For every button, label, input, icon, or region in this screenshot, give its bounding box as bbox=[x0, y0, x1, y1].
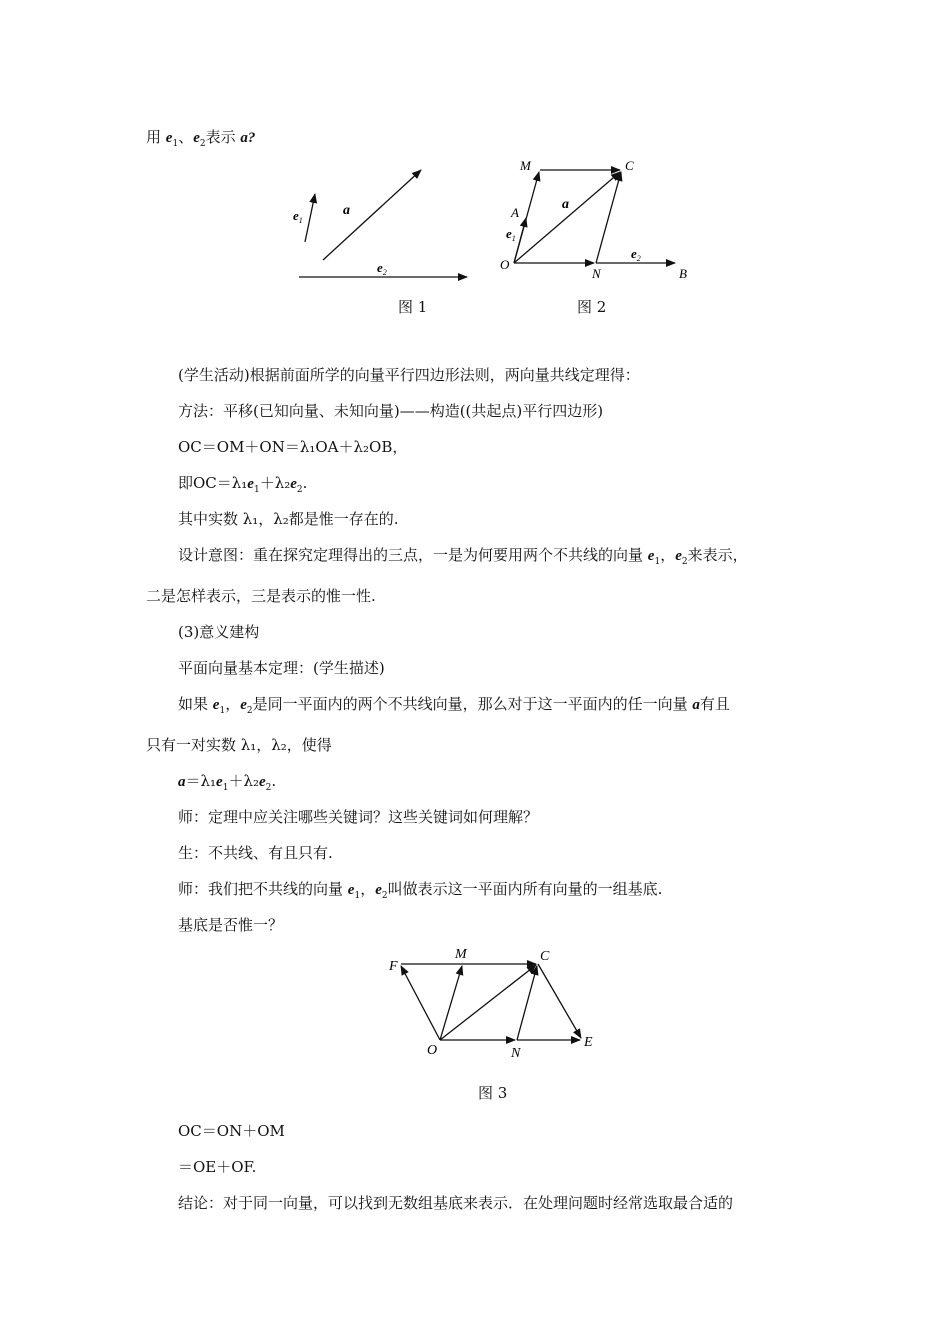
svg-text:M: M bbox=[455, 947, 467, 962]
theorem-statement-cont: 只有一对实数 λ₁，λ₂，使得 bbox=[146, 736, 332, 754]
svg-text:e1: $e_1$ bbox=[506, 226, 516, 243]
svg-text:N: N bbox=[511, 1046, 521, 1061]
basis-question: 基底是否惟一？ bbox=[178, 916, 284, 934]
svg-text:C: C bbox=[625, 158, 634, 173]
figure-3 bbox=[385, 942, 600, 1067]
svg-text:C: C bbox=[540, 949, 550, 964]
label-e2: $e_2$ bbox=[377, 260, 387, 277]
conclusion: 结论：对于同一向量，可以找到无数组基底来表示．在处理问题时经常选取最合适的 bbox=[178, 1194, 734, 1212]
formula-oc: OC＝OM＋ON＝λ₁OA＋λ₂OB， bbox=[178, 438, 408, 456]
paragraph-design-intent: 设计意图：重在探究定理得出的三点，一是为何要用两个不共线的向量 $e_1$，$e_2$来表示， bbox=[178, 546, 748, 567]
figure-3-caption: 图 3 bbox=[478, 1084, 508, 1102]
svg-text:a: a bbox=[562, 197, 569, 212]
vector-e1 bbox=[305, 194, 315, 242]
theorem-title: 平面向量基本定理：(学生描述) bbox=[178, 659, 385, 677]
paragraph-unique: 其中实数 λ₁，λ₂都是惟一存在的. bbox=[178, 510, 399, 528]
svg-text:A: A bbox=[511, 205, 519, 220]
figure-1-caption: 图 1 bbox=[398, 298, 428, 316]
theorem-statement: 如果 $e_1$，$e_2$是同一平面内的两个不共线向量，那么对于这一平面内的任一向量 a有且 bbox=[178, 695, 730, 716]
student-answer: 生：不共线、有且只有. bbox=[178, 844, 333, 862]
figure-1 bbox=[285, 160, 475, 290]
formula-a: $a=\lambda_1e_1+\lambda_2e_2$. bbox=[178, 772, 277, 793]
paragraph-student-activity: (学生活动)根据前面所学的向量平行四边形法则，两向量共线定理得： bbox=[178, 366, 640, 384]
vector-a bbox=[323, 170, 421, 260]
intro-line: 用 $e_1$、$e_2$表示 a? bbox=[146, 128, 256, 149]
svg-text:O: O bbox=[500, 257, 510, 272]
svg-text:M: M bbox=[520, 158, 531, 173]
teacher-basis: 师：我们把不共线的向量 $e_1$，$e_2$叫做表示这一平面内所有向量的一组基底. bbox=[178, 880, 663, 901]
formula-oe-of: ＝OE＋OF. bbox=[178, 1158, 257, 1176]
svg-text:B: B bbox=[679, 266, 687, 281]
formula-oc-e: 即$OC=\lambda_1e_1+\lambda_2e_2$. bbox=[178, 474, 308, 495]
svg-text:N: N bbox=[592, 266, 601, 281]
figure-2 bbox=[492, 150, 702, 285]
teacher-question: 师：定理中应关注哪些关键词？这些关键词如何理解？ bbox=[178, 808, 539, 826]
paragraph-design-intent-cont: 二是怎样表示，三是表示的惟一性. bbox=[146, 587, 376, 605]
section-heading: (3)意义建构 bbox=[178, 623, 260, 641]
paragraph-method: 方法：平移(已知向量、未知向量)——构造((共起点)平行四边形) bbox=[178, 402, 604, 420]
svg-text:E: E bbox=[584, 1035, 593, 1050]
svg-text:O: O bbox=[427, 1043, 438, 1058]
figure-2-caption: 图 2 bbox=[577, 298, 607, 316]
svg-text:e2: $e_2$ bbox=[631, 246, 641, 263]
label-a: a bbox=[343, 203, 350, 218]
formula-oc-sum: OC＝ON＋OM bbox=[178, 1122, 285, 1140]
svg-text:F: F bbox=[389, 959, 398, 974]
label-e1: $e_1$ bbox=[293, 208, 303, 225]
